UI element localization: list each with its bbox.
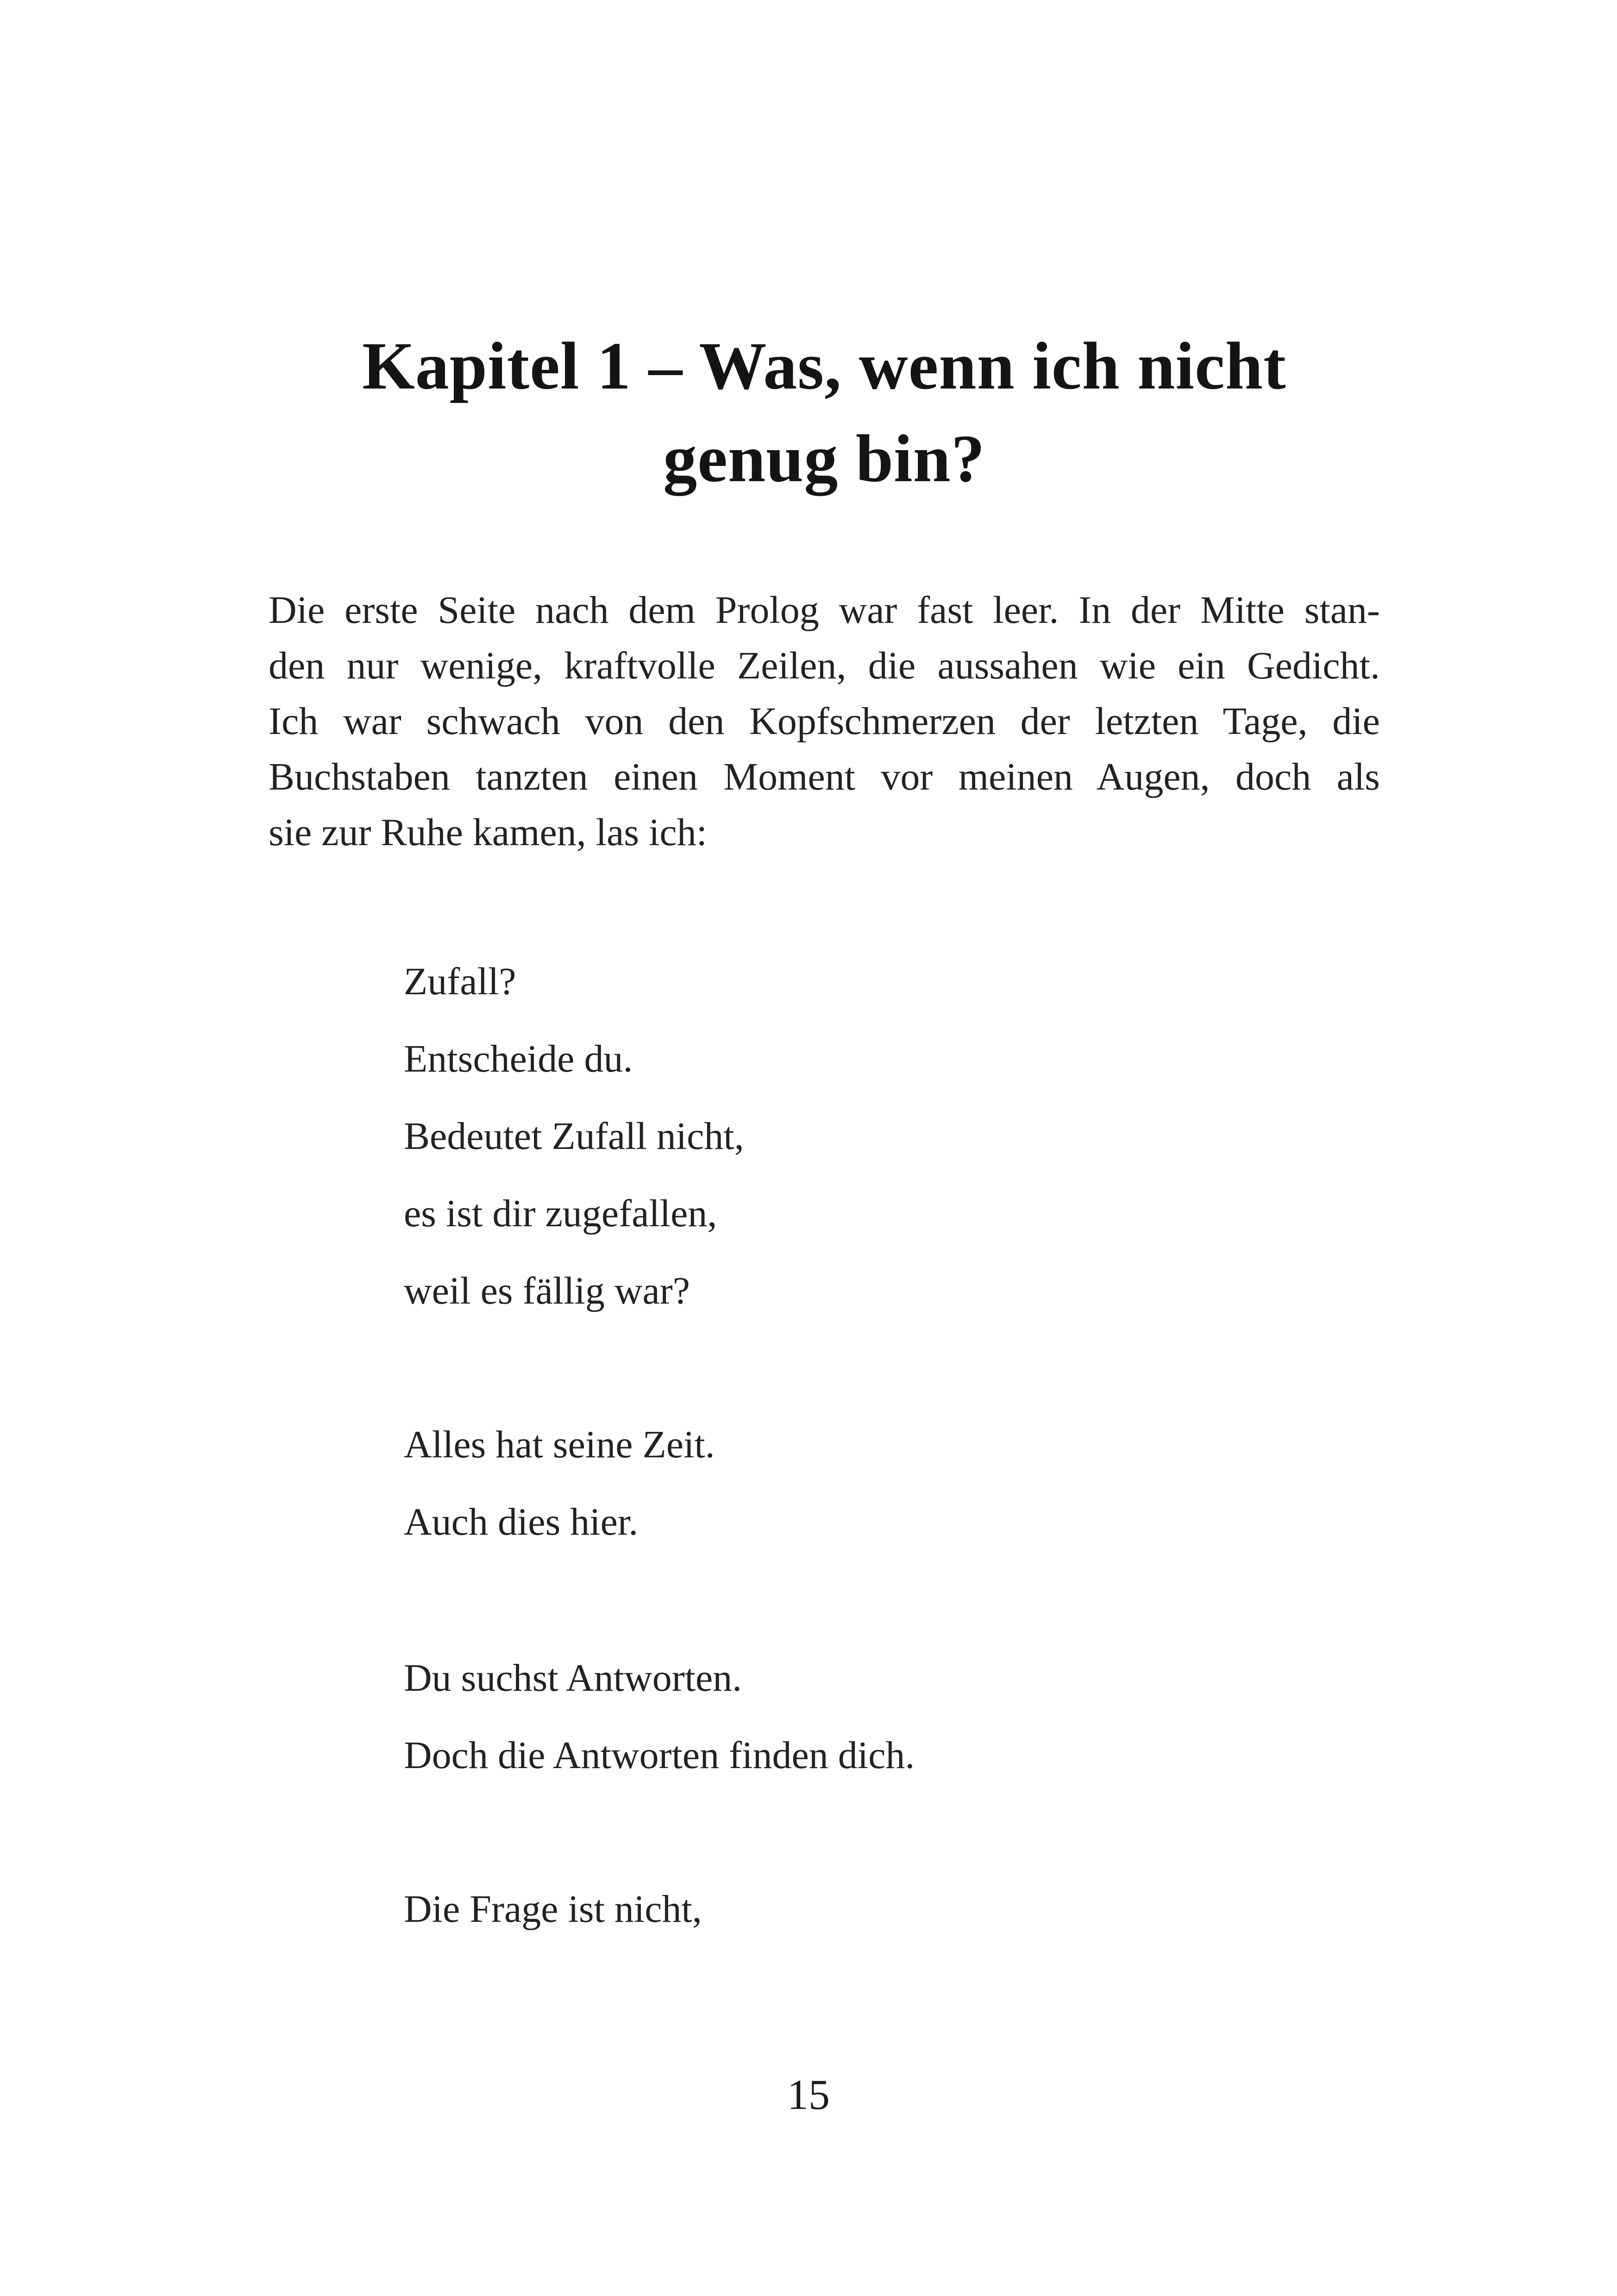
intro-line: den nur wenige, kraftvolle Zeilen, die aussahen wie ein Gedicht. — [269, 644, 1380, 687]
chapter-title-line-2: genug bin? — [663, 421, 985, 496]
intro-line: sie zur Ruhe kamen, las ich: — [269, 811, 708, 854]
page-number: 15 — [787, 2071, 830, 2118]
poem-line: Bedeutet Zufall nicht, — [404, 1115, 744, 1158]
intro-line: Buchstaben tanzten einen Moment vor meinen Augen, doch als — [269, 755, 1380, 798]
poem-line: es ist dir zugefallen, — [404, 1192, 717, 1235]
chapter-title-line-1: Kapitel 1 – Was, wenn ich nicht — [362, 328, 1286, 403]
poem-line: Entscheide du. — [404, 1037, 633, 1080]
poem-line: weil es fällig war? — [404, 1269, 690, 1312]
poem-line: Zufall? — [404, 960, 516, 1003]
poem-line: Auch dies hier. — [404, 1500, 639, 1543]
poem-line: Du suchst Antworten. — [404, 1656, 742, 1700]
intro-paragraph — [269, 583, 1380, 860]
intro-line: Ich war schwach von den Kopfschmerzen der letzten Tage, die — [269, 700, 1380, 743]
poem-line: Alles hat seine Zeit. — [404, 1423, 715, 1466]
intro-line: Die erste Seite nach dem Prolog war fast leer. In der Mitte stan- — [269, 589, 1380, 632]
poem-line: Doch die Antworten finden dich. — [404, 1734, 915, 1777]
chapter-title — [269, 320, 1380, 505]
poem-line: Die Frage ist nicht, — [404, 1888, 702, 1931]
